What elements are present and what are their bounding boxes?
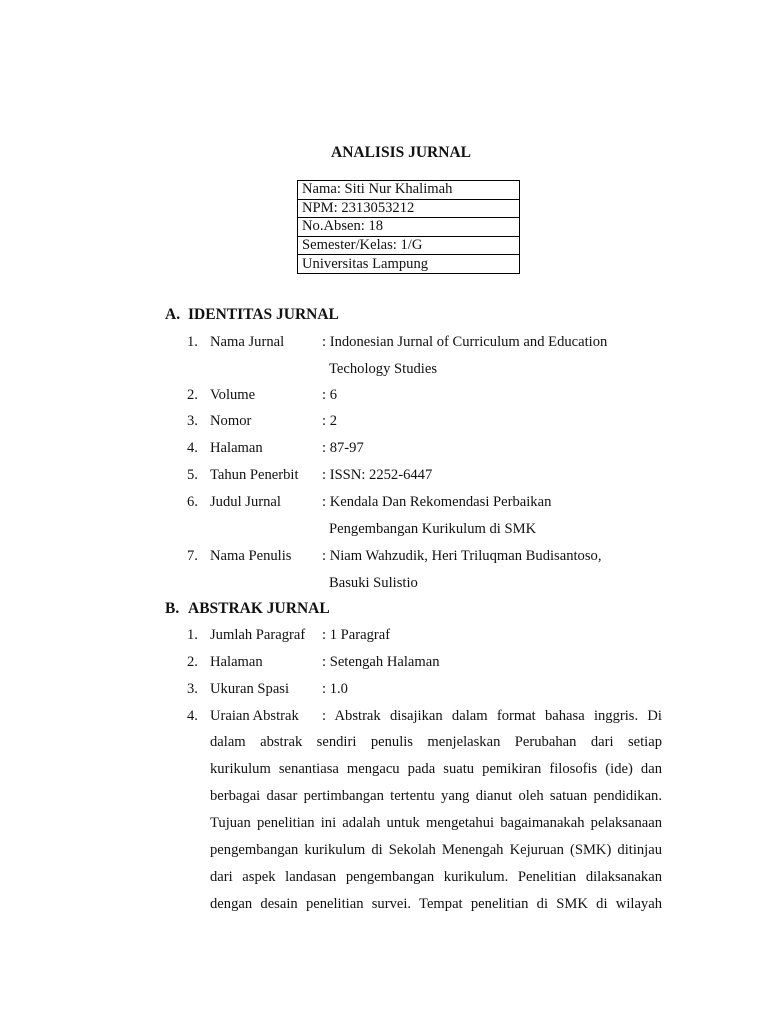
item-number: 3.	[187, 413, 198, 429]
abstract-line: pengembangan kurikulum di Sekolah Menengah Kejuruan (SMK) ditinjau	[210, 842, 662, 858]
item-value-continuation: Basuki Sulistio	[329, 575, 418, 591]
section-letter: B.	[165, 600, 180, 617]
abstract-line: dalam abstrak sendiri penulis menjelaskan Perubahan dari setiap	[210, 734, 662, 750]
item-label: Tahun Penerbit	[210, 467, 299, 483]
section-a-heading	[165, 306, 339, 324]
section-title: IDENTITAS JURNAL	[188, 306, 339, 323]
item-value: : Setengah Halaman	[322, 654, 440, 670]
item-number: 3.	[187, 681, 198, 697]
abstract-line: dengan desain penelitian survei. Tempat penelitian di SMK di wilayah	[210, 896, 662, 912]
item-label: Nama Jurnal	[210, 334, 285, 350]
table-row	[298, 218, 520, 237]
item-value: : 87-97	[322, 440, 364, 456]
table-row	[298, 236, 520, 255]
student-name: Nama: Siti Nur Khalimah	[298, 181, 520, 200]
item-label: Jumlah Paragraf	[210, 627, 306, 643]
item-value: : ISSN: 2252-6447	[322, 467, 433, 483]
item-value: : 6	[322, 387, 337, 403]
item-value: : Kendala Dan Rekomendasi Perbaikan	[322, 494, 552, 510]
item-number: 1.	[187, 627, 198, 643]
item-number: 2.	[187, 654, 198, 670]
abstract-line: Tujuan penelitian ini adalah untuk mengetahui bagaimanakah pelaksanaan	[210, 815, 662, 831]
item-value: : 1 Paragraf	[322, 627, 391, 643]
student-absence-number: No.Absen: 18	[298, 218, 520, 237]
section-title: ABSTRAK JURNAL	[188, 600, 330, 617]
item-value: : 2	[322, 413, 337, 429]
student-semester-class: Semester/Kelas: 1/G	[298, 236, 520, 255]
item-label: Halaman	[210, 654, 263, 670]
abstract-paragraph	[210, 735, 662, 918]
abstract-first-line: : Abstrak disajikan dalam format bahasa inggris. Di	[322, 708, 662, 724]
student-university: Universitas Lampung	[298, 255, 520, 274]
table-row	[298, 199, 520, 218]
item-number: 2.	[187, 387, 198, 403]
student-identity-table	[297, 180, 520, 274]
item-value: : Niam Wahzudik, Heri Triluqman Budisantoso,	[322, 548, 602, 564]
table-row	[298, 181, 520, 200]
item-number: 4.	[187, 440, 198, 456]
item-number: 6.	[187, 494, 198, 510]
section-b-heading	[165, 600, 330, 618]
item-number: 4.	[187, 708, 198, 724]
item-label: Ukuran Spasi	[210, 681, 290, 697]
item-value-continuation: Techology Studies	[329, 361, 438, 377]
item-value: : 1.0	[322, 681, 348, 697]
item-number: 1.	[187, 334, 198, 350]
abstract-line: berbagai dasar pertimbangan tertentu yang dianut oleh satuan pendidikan.	[210, 788, 662, 804]
section-letter: A.	[165, 306, 181, 323]
table-row	[298, 255, 520, 274]
item-label: Judul Jurnal	[210, 494, 281, 510]
item-value-continuation: Pengembangan Kurikulum di SMK	[329, 521, 537, 537]
item-number: 7.	[187, 548, 198, 564]
item-label: Nama Penulis	[210, 548, 292, 564]
item-label: Volume	[210, 387, 256, 403]
item-number: 5.	[187, 467, 198, 483]
document-title: ANALISIS JURNAL	[331, 144, 471, 161]
item-label: Nomor	[210, 413, 252, 429]
student-npm: NPM: 2313053212	[298, 199, 520, 218]
abstract-line: dari aspek landasan pengembangan kurikulum. Penelitian dilaksanakan	[210, 869, 662, 885]
item-label: Halaman	[210, 440, 263, 456]
item-value: : Indonesian Jurnal of Curriculum and Education	[322, 334, 608, 350]
item-label: Uraian Abstrak	[210, 708, 299, 724]
abstract-line: kurikulum senantiasa mengacu pada suatu pemikiran filosofis (ide) dan	[210, 761, 662, 777]
